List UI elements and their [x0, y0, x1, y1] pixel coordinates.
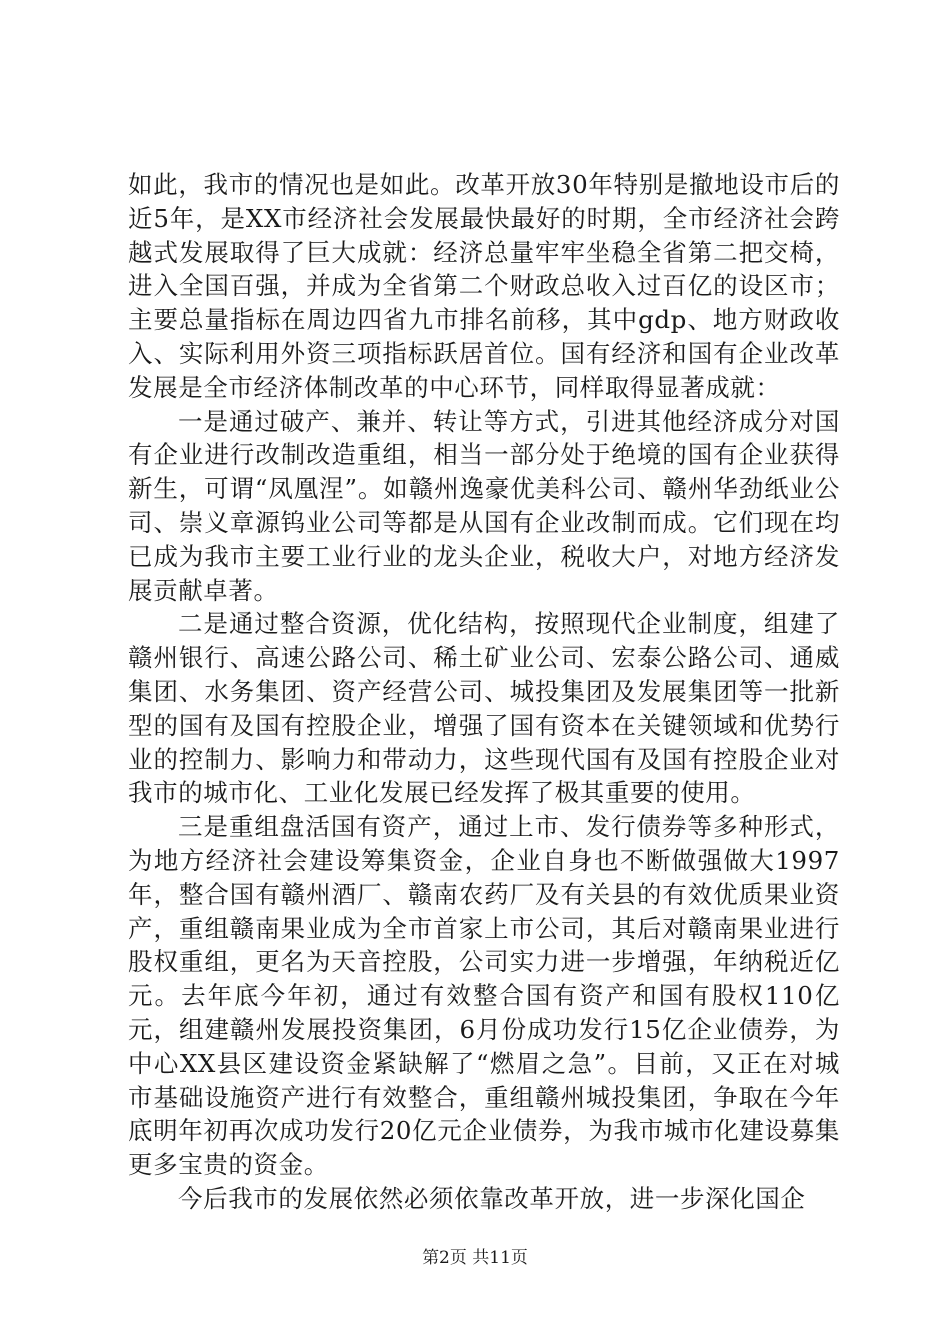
paragraph-intro: 如此，我市的情况也是如此。改革开放30年特别是撤地设市后的近5年，是XX市经济社会发展最快最好的时期，全市经济社会跨越式发展取得了巨大成就：经济总量牢牢坐稳全省第二把交椅，进入全国百强，并成为全省第二个财政总收入过百亿的设区市；主要总量指标在周边四省九市排名前移，其中gdp、地方财政收入、实际利用外资三项指标跃居首位。国有经济和国有企业改革发展是全市经济体制改革的中心环节，同样取得显著成就： [128, 170, 840, 402]
paragraph-point-two: 二是通过整合资源，优化结构，按照现代企业制度，组建了赣州银行、高速公路公司、稀土矿业公司、宏泰公路公司、通威集团、水务集团、资产经营公司、城投集团及发展集团等一批新型的国有及国有控股企业，增强了国有资本在关键领域和优势行业的控制力、影响力和带动力，这些现代国有及国有控股企业对我市的城市化、工业化发展已经发挥了极其重要的使用。 [128, 609, 840, 808]
paragraph-closing: 今后我市的发展依然必须依靠改革开放，进一步深化国企 [178, 1183, 806, 1213]
paragraph-point-three: 三是重组盘活国有资产，通过上市、发行债券等多种形式，为地方经济社会建设筹集资金，企业自身也不断做强做大1997年，整合国有赣州酒厂、赣南农药厂及有关县的有效优质果业资产，重组赣南果业成为全市首家上市公司，其后对赣南果业进行股权重组，更名为天音控股，公司实力进一步增强，年纳税近亿元。去年底今年初，通过有效整合国有资产和国有股权110亿元，组建赣州发展投资集团，6月份成功发行15亿企业债券，为中心XX县区建设资金紧缺解了“燃眉之急”。目前，又正在对城市基础设施资产进行有效整合，重组赣州城投集团，争取在今年底明年初再次成功发行20亿元企业债券，为我市城市化建设募集更多宝贵的资金。 [128, 812, 840, 1180]
page-number-footer: 第2页 共11页 [422, 1248, 528, 1268]
paragraph-point-one: 一是通过破产、兼并、转让等方式，引进其他经济成分对国有企业进行改制改造重组，相当一部分处于绝境的国有企业获得新生，可谓“凤凰涅”。如赣州逸豪优美科公司、赣州华劲纸业公司、崇义章源钨业公司等都是从国有企业改制而成。它们现在均已成为我市主要工业行业的龙头企业，税收大户，对地方经济发展贡献卓著。 [128, 406, 840, 605]
body-text [128, 168, 840, 1216]
